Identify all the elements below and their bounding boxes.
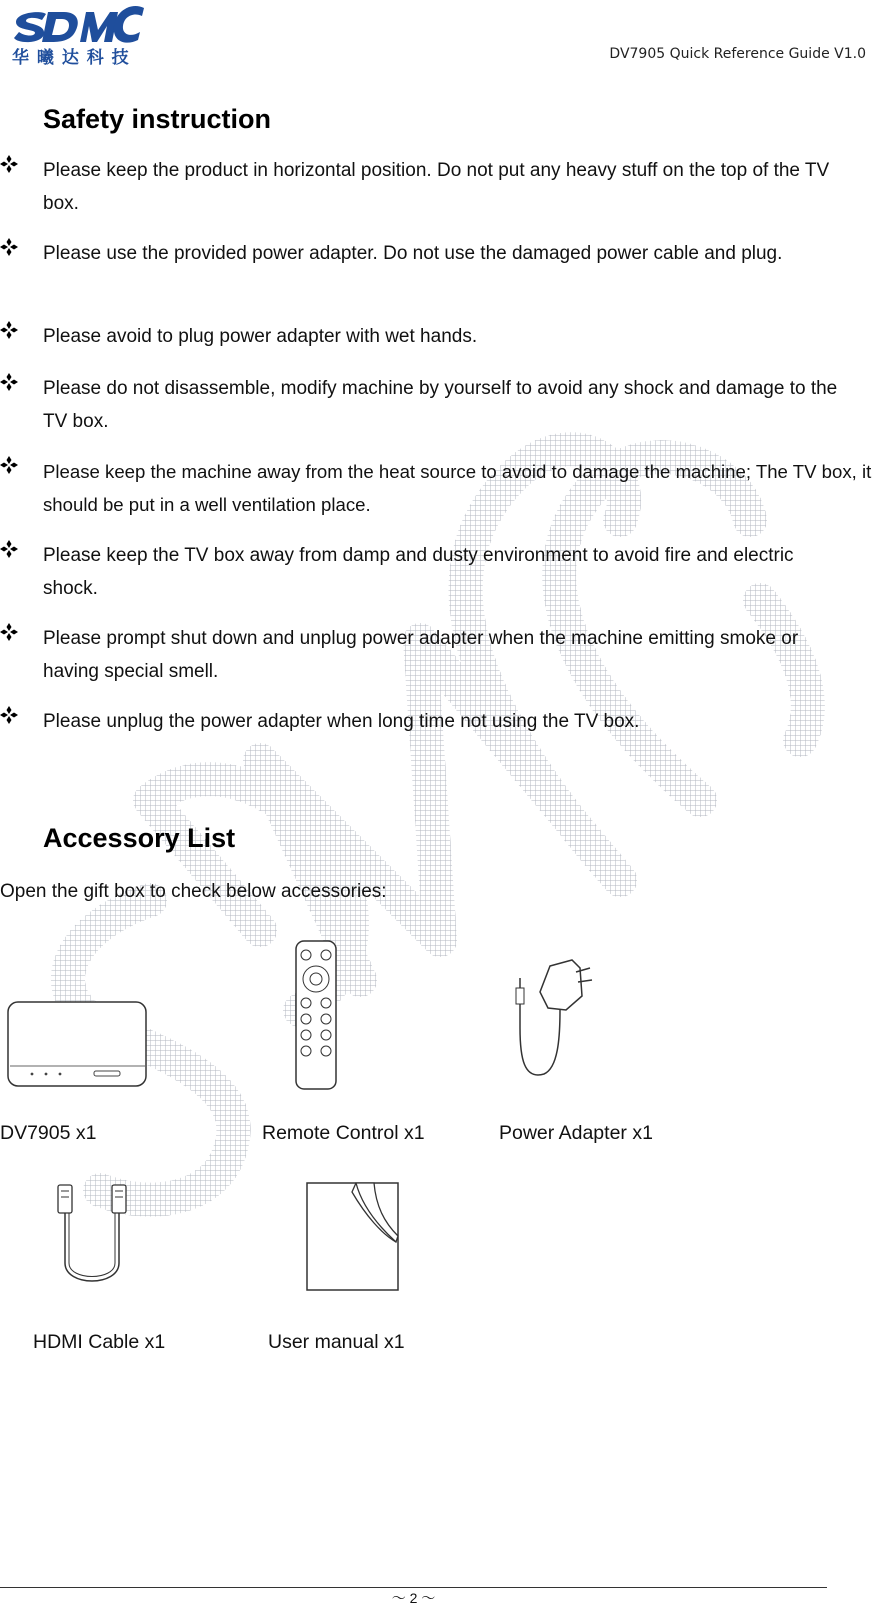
safety-item-text: Please unplug the power adapter when long time not using the TV box.	[43, 711, 640, 732]
safety-item-text: Please keep the TV box away from damp and dusty environment to avoid fire and electric shock.	[43, 545, 794, 599]
safety-item-text: Please prompt shut down and unplug power adapter when the machine emitting smoke or having special smell.	[43, 628, 799, 682]
accessory-heading: Accessory List	[43, 823, 236, 853]
safety-item-text: Please keep the machine away from the heat source to avoid to damage the machine; The TV box, it should be put in a well ventilation place.	[43, 461, 872, 515]
accessory-label-user-manual: User manual x1	[268, 1331, 405, 1353]
accessory-label-remote: Remote Control x1	[262, 1122, 425, 1144]
safety-item	[43, 705, 843, 738]
safety-item	[43, 622, 833, 688]
diamond-bullet-icon	[0, 237, 19, 257]
safety-item-text: Please keep the product in horizontal position. Do not put any heavy stuff on the top of the TV box.	[43, 160, 830, 214]
diamond-bullet-icon	[0, 705, 19, 725]
sdmc-logo	[12, 2, 147, 71]
tv-box-icon	[6, 1000, 149, 1088]
accessory-label-power-adapter: Power Adapter x1	[499, 1122, 653, 1144]
accessory-intro: Open the gift box to check below accessories:	[0, 881, 387, 902]
diamond-bullet-icon	[0, 372, 19, 392]
safety-item	[43, 372, 843, 438]
safety-item	[43, 320, 843, 353]
page-number: ～ 2 ～	[391, 1590, 436, 1606]
diamond-bullet-icon	[0, 622, 19, 642]
safety-item-text: Please use the provided power adapter. Do not use the damaged power cable and plug.	[43, 243, 783, 264]
power-adapter-icon	[510, 958, 602, 1088]
diamond-bullet-icon	[0, 539, 19, 559]
safety-item	[43, 455, 873, 521]
remote-control-icon	[294, 939, 338, 1091]
document-reference-title: DV7905 Quick Reference Guide V1.0	[609, 46, 866, 62]
diamond-bullet-icon	[0, 455, 19, 475]
diamond-bullet-icon	[0, 320, 19, 340]
accessory-label-tv-box: DV7905 x1	[0, 1122, 97, 1144]
safety-item-text: Please do not disassemble, modify machine by yourself to avoid any shock and damage to the TV box.	[43, 378, 838, 432]
hdmi-cable-icon	[52, 1183, 142, 1291]
user-manual-icon	[306, 1182, 400, 1292]
diamond-bullet-icon	[0, 154, 19, 174]
safety-item-text: Please avoid to plug power adapter with wet hands.	[43, 326, 478, 347]
safety-item	[43, 237, 843, 270]
safety-heading: Safety instruction	[43, 104, 272, 134]
safety-item	[43, 539, 843, 605]
accessory-label-hdmi-cable: HDMI Cable x1	[33, 1331, 166, 1353]
logo-chinese-text: 华 曦 达 科 技	[12, 48, 130, 68]
safety-item	[43, 154, 843, 220]
